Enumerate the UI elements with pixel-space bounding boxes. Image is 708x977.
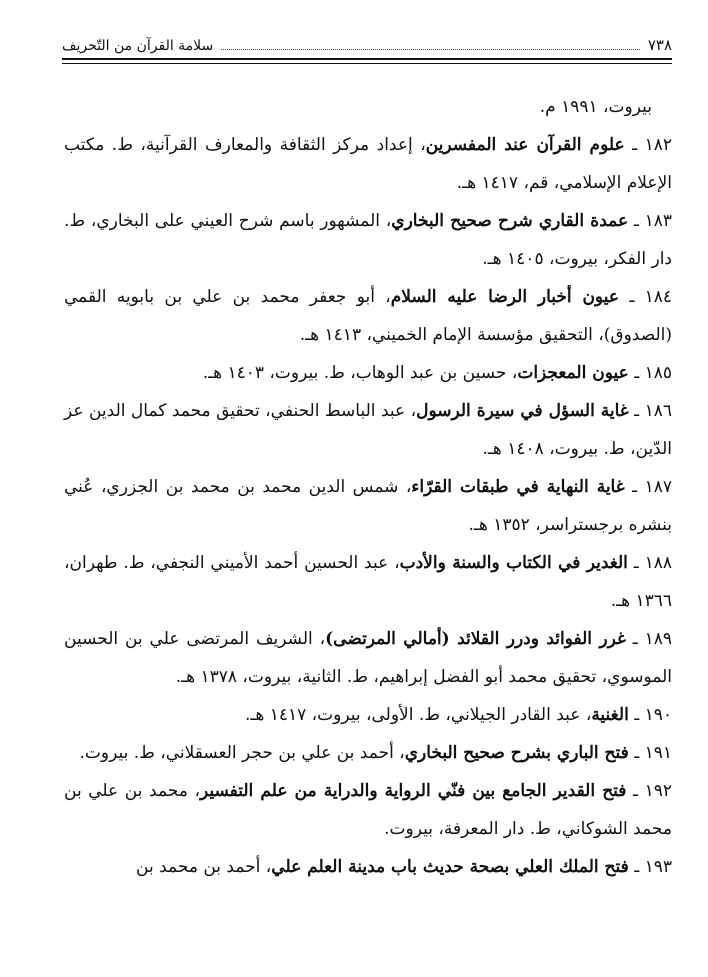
entry-title: غاية السؤل في سيرة الرسول: [416, 401, 629, 421]
bibliography-entry: [64, 88, 672, 126]
entry-title: فتح القدير الجامع بين فنّي الرواية والدراية من علم التفسير: [199, 781, 627, 801]
bibliography-entry: [64, 734, 672, 772]
header-rule-thin: [62, 63, 672, 64]
running-header: [62, 30, 672, 54]
entry-title: عمدة القاري شرح صحيح البخاري: [391, 211, 629, 231]
entry-title: عيون أخبار الرضا عليه السلام: [390, 287, 619, 307]
entry-number: ١٨٧ ـ: [632, 477, 673, 497]
bibliography-list: [64, 88, 672, 886]
entry-number: ١٩٢ ـ: [633, 781, 673, 801]
entry-number: ١٨٢ ـ: [632, 135, 673, 155]
entry-title: الغنية: [591, 705, 629, 725]
entry-title: عيون المعجزات: [517, 363, 629, 383]
bibliography-entry: [64, 126, 672, 202]
entry-details: ، شمس الدين محمد بن محمد بن الجزري، عُني بنشره برجستراسر، ١٣٥٢ هـ.: [64, 477, 672, 535]
running-title: سلامة القرآن من التّحريف: [62, 38, 214, 54]
bibliography-entry: [64, 848, 672, 886]
entry-number: ١٩٠ ـ: [634, 705, 672, 725]
entry-details: ، إعداد مركز الثقافة والمعارف القرآنية، ط. مكتب الإعلام الإسلامي، قم، ١٤١٧ هـ.: [64, 135, 672, 193]
entry-number: ١٨٩ ـ: [632, 629, 673, 649]
entry-number: ١٨٤ ـ: [629, 287, 673, 307]
entry-number: ١٩٣ ـ: [634, 857, 672, 877]
entry-details: ، أحمد بن علي بن حجر العسقلاني، ط. بيروت.: [79, 743, 405, 763]
entry-title: غاية النهاية في طبقات القرّاء: [411, 477, 625, 497]
bibliography-entry: [64, 544, 672, 620]
entry-details: ، حسين بن عبد الوهاب، ط. بيروت، ١٤٠٣ هـ.: [202, 363, 518, 383]
entry-number: ١٩١ ـ: [634, 743, 672, 763]
entry-number: ١٨٨ ـ: [633, 553, 673, 573]
entry-title: الغدير في الكتاب والسنة والأدب: [399, 553, 628, 573]
entry-details: ، المشهور باسم شرح العيني على البخاري، ط. دار الفكر، بيروت، ١٤٠٥ هـ.: [64, 211, 672, 269]
entry-number: ١٨٣ ـ: [633, 211, 672, 231]
bibliography-entry: [64, 354, 672, 392]
bibliography-entry: [64, 468, 672, 544]
bibliography-entry: [64, 772, 672, 848]
entry-title: فتح الباري بشرح صحيح البخاري: [404, 743, 629, 763]
entry-details: ، أحمد بن محمد بن: [136, 857, 272, 877]
bibliography-entry: [64, 620, 672, 696]
entry-details: ، محمد بن علي بن محمد الشوكاني، ط. دار المعرفة، بيروت.: [64, 781, 672, 839]
entry-title: علوم القرآن عند المفسرين: [425, 135, 625, 155]
entry-title: فتح الملك العلي بصحة حديث باب مدينة العلم علي: [271, 857, 629, 877]
entry-title: غرر الفوائد ودرر القلائد (أمالي المرتضى): [325, 629, 626, 649]
entry-details: بيروت، ١٩٩١ م.: [539, 97, 652, 117]
bibliography-entry: [64, 696, 672, 734]
entry-details: ، عبد الحسين أحمد الأميني النجفي، ط. طهران، ١٣٦٦ هـ.: [64, 553, 672, 611]
page-number: ٧٣٨: [647, 36, 672, 54]
bibliography-entry: [64, 278, 672, 354]
entry-details: ، عبد القادر الجيلاني، ط. الأولى، بيروت، ١٤١٧ هـ.: [244, 705, 592, 725]
entry-details: ، عبد الباسط الحنفي، تحقيق محمد كمال الدين عز الدّين، ط. بيروت، ١٤٠٨ هـ.: [64, 401, 672, 459]
bibliography-entry: [64, 392, 672, 468]
header-rule-thick: [62, 58, 672, 60]
entry-details: ، الشريف المرتضى علي بن الحسين الموسوي، تحقيق محمد أبو الفضل إبراهيم، ط. الثانية، بيروت، ١٣٧٨ هـ.: [64, 629, 672, 687]
bibliography-entry: [64, 202, 672, 278]
entry-number: ١٨٥ ـ: [634, 363, 672, 383]
entry-details: ، أبو جعفر محمد بن علي بن بابويه القمي (الصدوق)، التحقيق مؤسسة الإمام الخميني، ١٤١٣ هـ.: [64, 287, 672, 345]
header-dot-leader: [221, 49, 640, 50]
entry-number: ١٨٦ ـ: [634, 401, 672, 421]
